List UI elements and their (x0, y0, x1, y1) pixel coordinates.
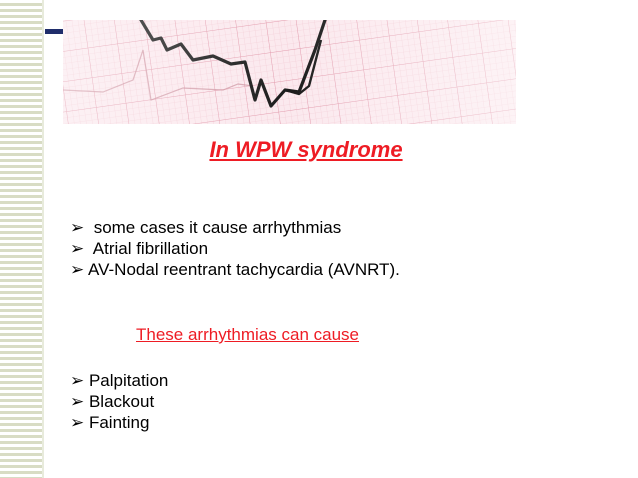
bullet-text: Atrial fibrillation (84, 239, 209, 258)
arrow-bullet-icon: ➢ (70, 239, 85, 258)
list-item (70, 391, 168, 412)
arrow-bullet-icon: ➢ (70, 392, 85, 411)
bullet-text: Blackout (84, 392, 155, 411)
arrow-bullet-icon: ➢ (70, 371, 85, 390)
list-item (70, 238, 400, 259)
arrow-bullet-icon: ➢ (70, 218, 85, 237)
bullet-text: Fainting (84, 413, 150, 432)
arrow-bullet-icon: ➢ (70, 260, 85, 279)
bullet-text: Palpitation (84, 371, 169, 390)
arrow-bullet-icon: ➢ (70, 413, 85, 432)
arrhythmia-bullet-list (70, 217, 400, 280)
ecg-trace-icon (63, 20, 516, 124)
bullet-text: AV-Nodal reentrant tachycardia (AVNRT). (84, 260, 400, 279)
subheading: These arrhythmias can cause (136, 325, 359, 344)
symptom-bullet-list (70, 370, 168, 433)
list-item (70, 370, 168, 391)
slide-title: In WPW syndrome (209, 137, 403, 162)
ecg-header-image (63, 20, 516, 124)
list-item (70, 217, 400, 238)
list-item (70, 412, 168, 433)
left-stripe-margin (0, 0, 44, 478)
bullet-text: some cases it cause arrhythmias (84, 218, 342, 237)
list-item (70, 259, 400, 280)
